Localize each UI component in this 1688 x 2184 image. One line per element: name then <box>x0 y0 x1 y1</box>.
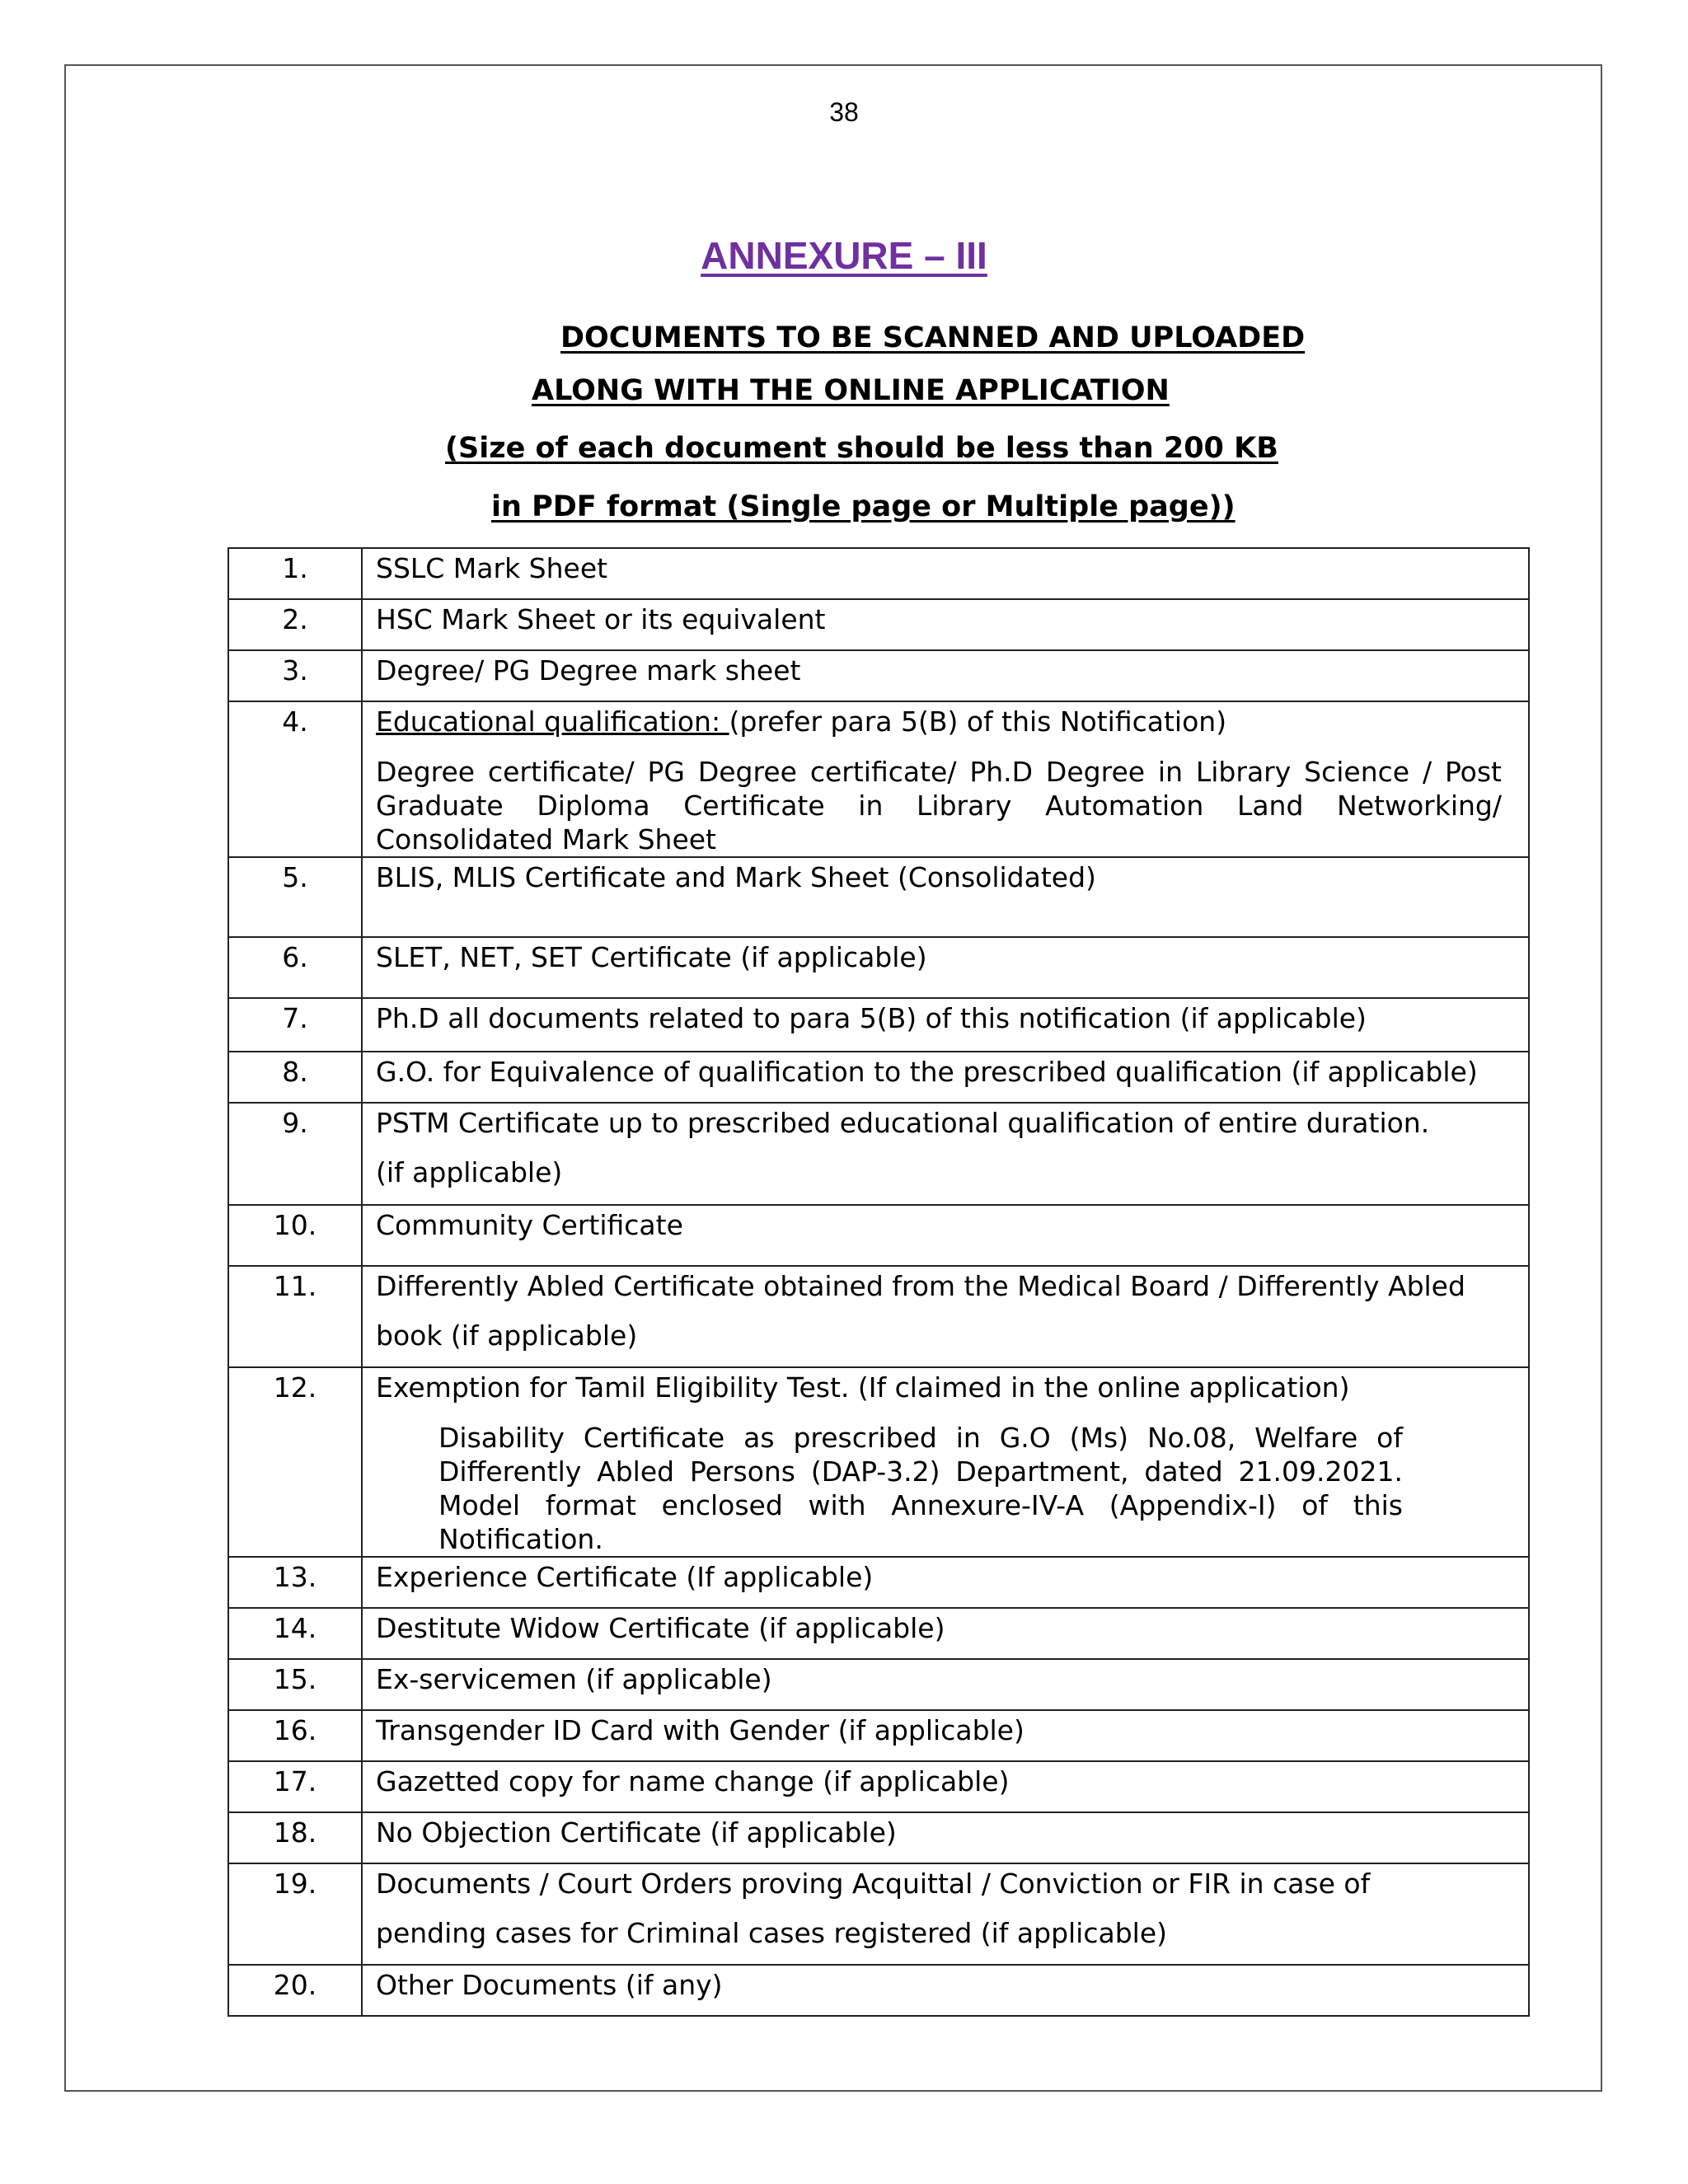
row-main-text: Documents / Court Orders proving Acquittal / Conviction or FIR in case of <box>376 1868 1371 1900</box>
row-number: 5. <box>228 857 362 937</box>
table-row <box>228 548 1529 599</box>
educational-qualification-label: Educational qualification: <box>376 705 729 738</box>
row-number: 19. <box>228 1863 362 1965</box>
row-number: 9. <box>228 1103 362 1205</box>
row-description: Degree/ PG Degree mark sheet <box>362 650 1529 701</box>
row-description: Gazetted copy for name change (if applicable) <box>362 1761 1529 1812</box>
row-detail: Disability Certificate as prescribed in G.O (Ms) No.08, Welfare of Differently Abled Persons (DAP-3.2) Department, dated 21.09.2021. Model format enclosed with Annexure-IV-A (Appendix-I) of this Notification. <box>438 1422 1403 1555</box>
row-description: SLET, NET, SET Certificate (if applicable) <box>362 937 1529 998</box>
table-row <box>228 1659 1529 1710</box>
row-description: Ph.D all documents related to para 5(B) of this notification (if applicable) <box>362 998 1529 1052</box>
annexure-title: ANNEXURE – III <box>701 234 987 277</box>
table-row <box>228 1761 1529 1812</box>
table-row <box>228 1266 1529 1367</box>
row-description <box>362 1863 1529 1965</box>
row-description: G.O. for Equivalence of qualification to the prescribed qualification (if applicable) <box>362 1052 1529 1103</box>
row-description <box>362 701 1529 857</box>
row-description: Experience Certificate (If applicable) <box>362 1557 1529 1608</box>
row-description: BLIS, MLIS Certificate and Mark Sheet (Consolidated) <box>362 857 1529 937</box>
table-row <box>228 1052 1529 1103</box>
row-number: 8. <box>228 1052 362 1103</box>
table-row <box>228 1608 1529 1659</box>
table-row <box>228 1103 1529 1205</box>
table-row <box>228 701 1529 857</box>
row-number: 4. <box>228 701 362 857</box>
row-number: 7. <box>228 998 362 1052</box>
row-number: 11. <box>228 1266 362 1367</box>
row-detail: pending cases for Criminal cases registered (if applicable) <box>376 1917 1168 1949</box>
documents-table <box>227 547 1530 2017</box>
row-detail: (if applicable) <box>376 1156 563 1188</box>
heading-line-4: in PDF format (Single page or Multiple page)) <box>491 490 1236 523</box>
table-row <box>228 1710 1529 1761</box>
row-number: 1. <box>228 548 362 599</box>
row-number: 16. <box>228 1710 362 1761</box>
row-description: Ex-servicemen (if applicable) <box>362 1659 1529 1710</box>
row-number: 17. <box>228 1761 362 1812</box>
table-row <box>228 1557 1529 1608</box>
table-row <box>228 599 1529 650</box>
row-description <box>362 1266 1529 1367</box>
row-description: Destitute Widow Certificate (if applicable) <box>362 1608 1529 1659</box>
row-description <box>362 1103 1529 1205</box>
table-row <box>228 857 1529 937</box>
row-detail: Degree certificate/ PG Degree certificate/ Ph.D Degree in Library Science / Post Graduate Diploma Certificate in Library Automation Land Networking/ Consolidated Mark Sheet <box>376 756 1502 855</box>
page-number: 38 <box>829 97 859 127</box>
row-description: Other Documents (if any) <box>362 1965 1529 2016</box>
row-number: 6. <box>228 937 362 998</box>
heading-line-1: DOCUMENTS TO BE SCANNED AND UPLOADED <box>560 321 1306 354</box>
table-row <box>228 1205 1529 1266</box>
row-main-text: PSTM Certificate up to prescribed educational qualification of entire duration. <box>376 1107 1430 1139</box>
row-number: 10. <box>228 1205 362 1266</box>
row-number: 15. <box>228 1659 362 1710</box>
heading-line-3: (Size of each document should be less than 200 KB <box>445 432 1278 465</box>
row-number: 3. <box>228 650 362 701</box>
row-description: SSLC Mark Sheet <box>362 548 1529 599</box>
row-number: 20. <box>228 1965 362 2016</box>
row-number: 18. <box>228 1812 362 1863</box>
educational-qualification-note: (prefer para 5(B) of this Notification) <box>729 705 1227 738</box>
row-main-text: Exemption for Tamil Eligibility Test. (If claimed in the online application) <box>376 1371 1350 1404</box>
row-number: 12. <box>228 1367 362 1557</box>
table-row <box>228 1863 1529 1965</box>
row-number: 14. <box>228 1608 362 1659</box>
table-row <box>228 998 1529 1052</box>
row-number: 2. <box>228 599 362 650</box>
table-row <box>228 937 1529 998</box>
row-detail: book (if applicable) <box>376 1319 638 1352</box>
heading-line-2: ALONG WITH THE ONLINE APPLICATION <box>532 374 1170 407</box>
table-row <box>228 1367 1529 1557</box>
row-main-text: Differently Abled Certificate obtained from the Medical Board / Differently Abled <box>376 1270 1465 1302</box>
row-description: HSC Mark Sheet or its equivalent <box>362 599 1529 650</box>
row-description: Transgender ID Card with Gender (if applicable) <box>362 1710 1529 1761</box>
row-number: 13. <box>228 1557 362 1608</box>
table-row <box>228 1812 1529 1863</box>
table-row <box>228 1965 1529 2016</box>
row-description: Community Certificate <box>362 1205 1529 1266</box>
table-row <box>228 650 1529 701</box>
row-description: No Objection Certificate (if applicable) <box>362 1812 1529 1863</box>
row-description <box>362 1367 1529 1557</box>
